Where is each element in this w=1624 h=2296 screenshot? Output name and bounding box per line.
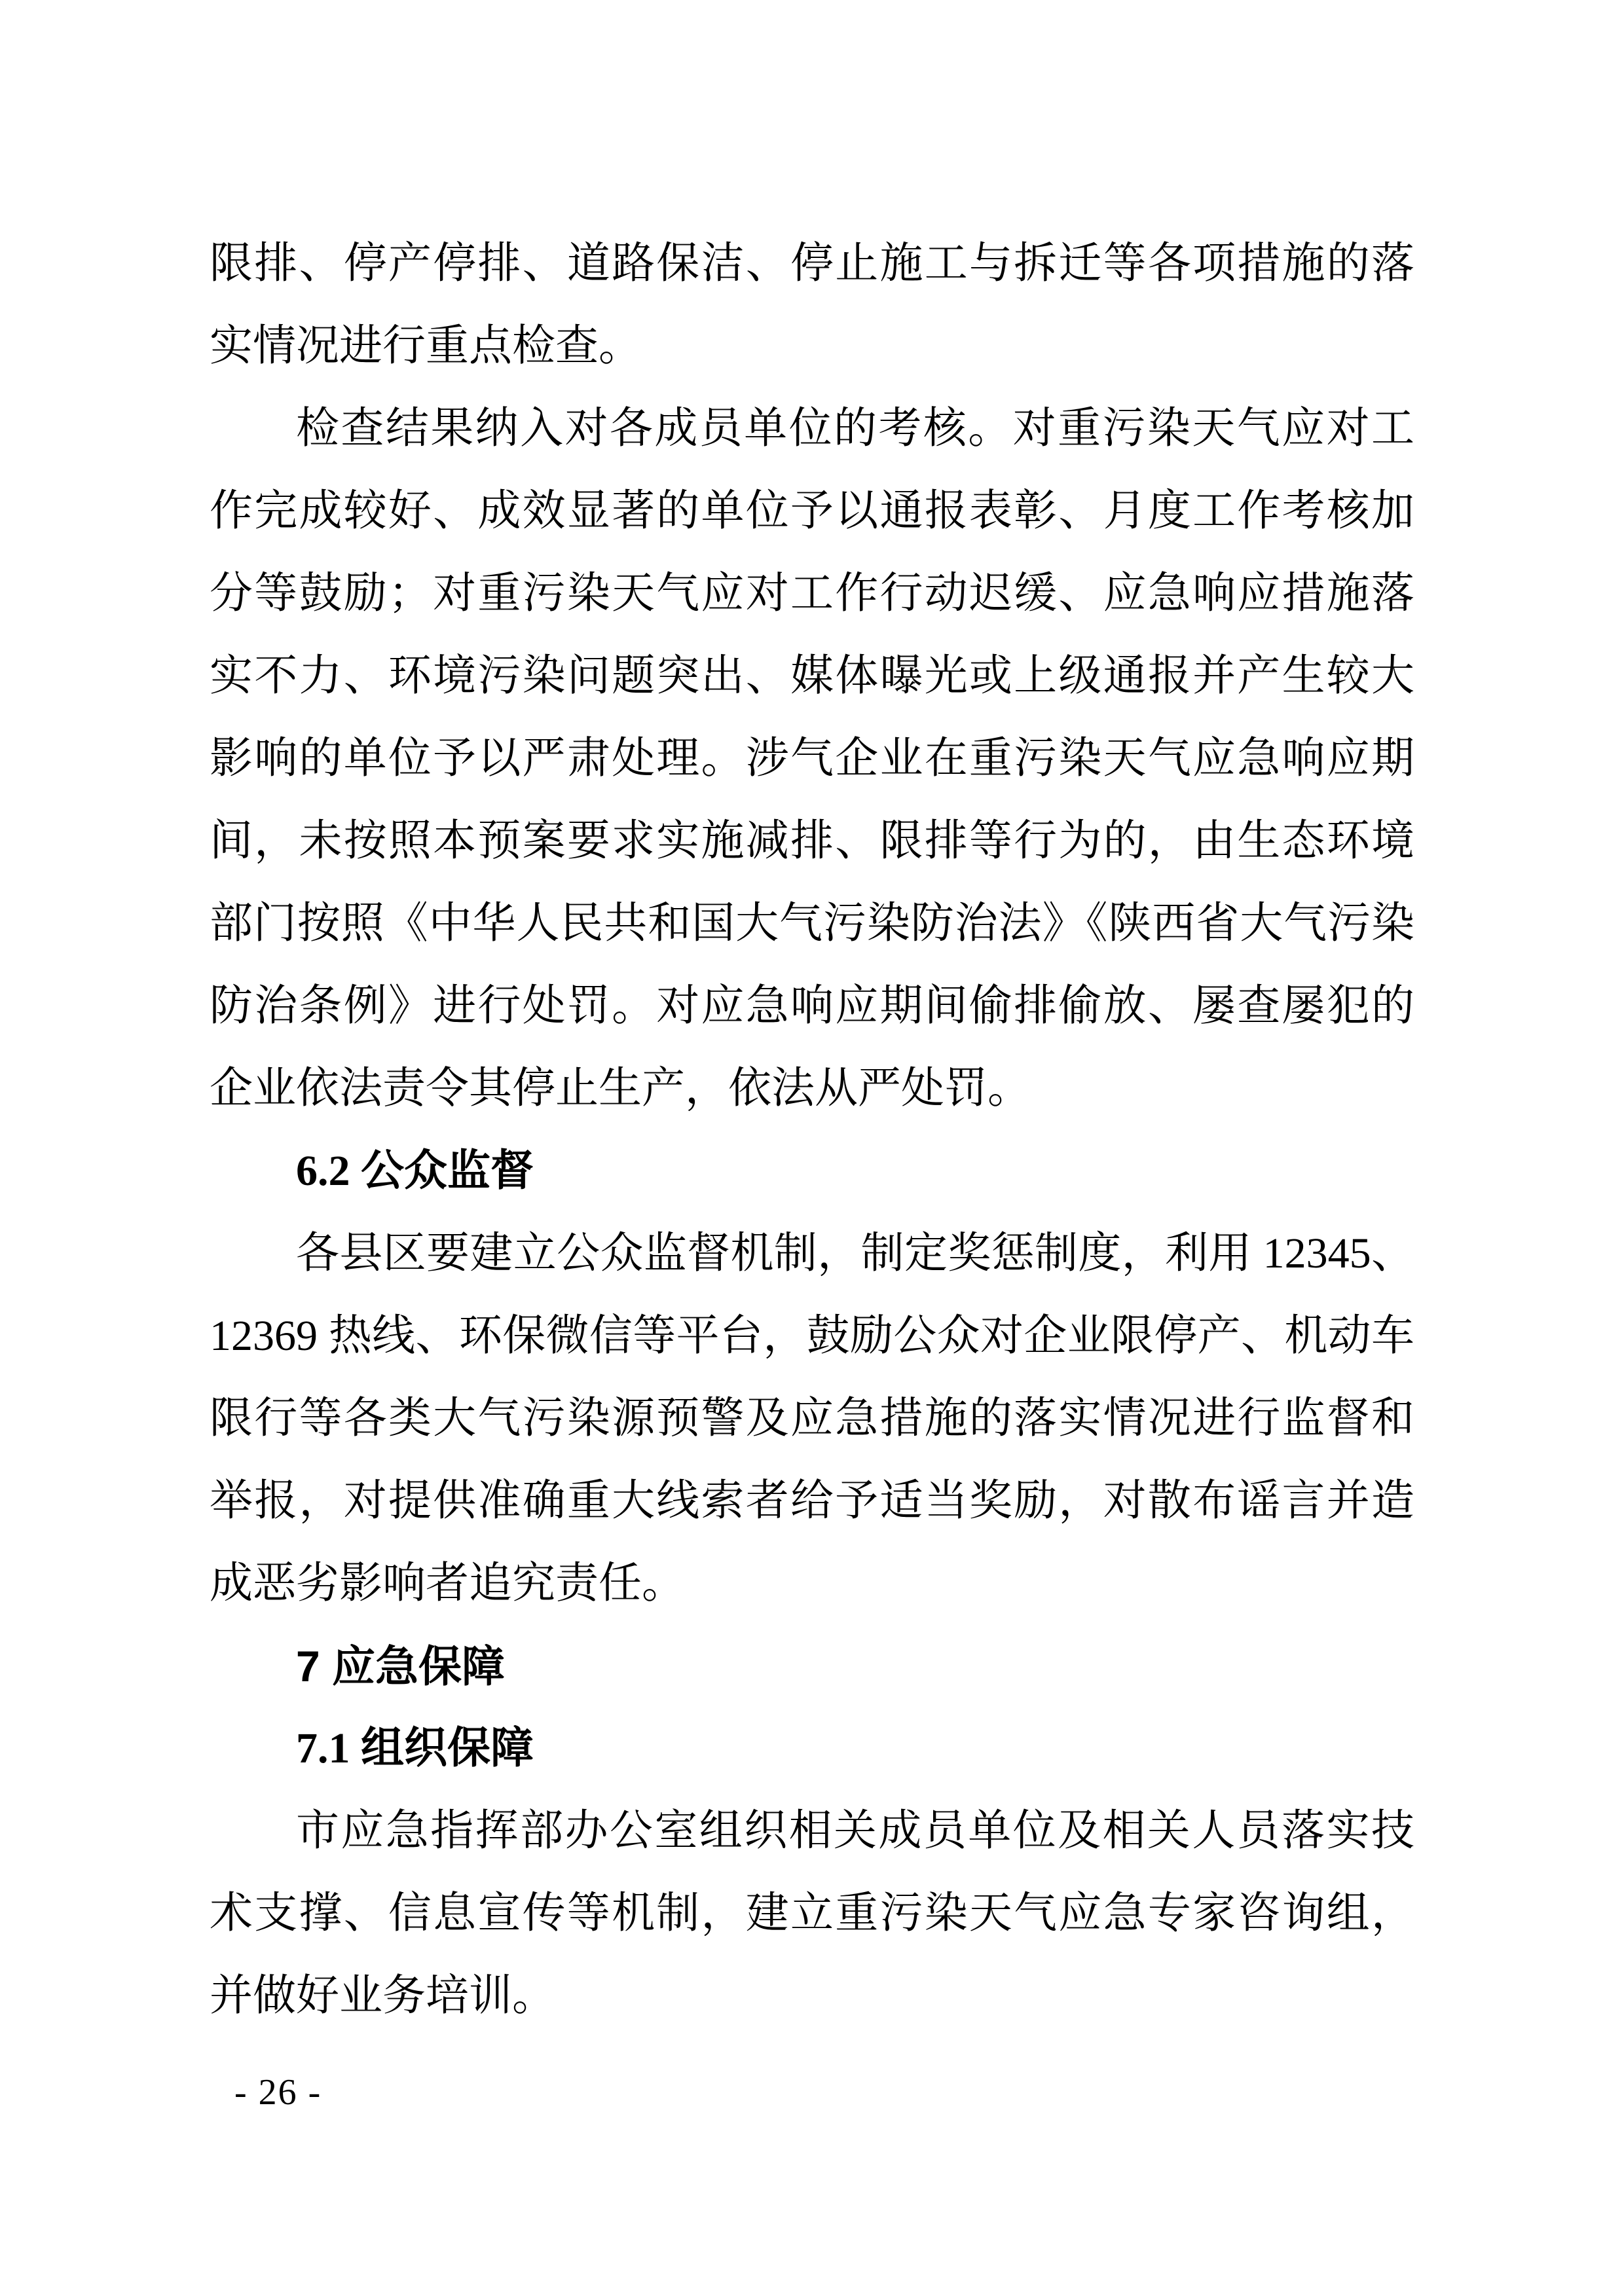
section-heading-7-emergency-support: 7 应急保障 [296, 1642, 506, 1690]
paragraph-assessment-and-punishment: 检查结果纳入对各成员单位的考核。对重污染天气应对工作完成较好、成效显著的单位予以通报表彰、月度工作考核加分等鼓励；对重污染天气应对工作行动迟缓、应急响应措施落实不力、环境污染问题突出、媒体曝光或上级通报并产生较大影响的单位予以严肃处理。涉气企业在重污染天气应急响应期间，未按照本预案要求实施减排、限排等行为的，由生态环境部门按照《中华人民共和国大气污染防治法》《陕西省大气污染防治条例》进行处罚。对应急响应期间偷排偷放、屡查屡犯的企业依法责令其停止生产，依法从严处罚。 [210, 405, 1414, 1112]
paragraph-organizational-support-detail: 市应急指挥部办公室组织相关成员单位及相关人员落实技术支撑、信息宣传等机制，建立重污染天气应急专家咨询组，并做好业务培训。 [210, 1807, 1414, 2020]
paragraph-inspection-continuation: 限排、停产停排、道路保洁、停止施工与拆迁等各项措施的落实情况进行重点检查。 [210, 240, 1414, 370]
section-heading-7-1-organizational-support: 7.1 组织保障 [296, 1724, 534, 1772]
paragraph-public-supervision-mechanism: 各县区要建立公众监督机制，制定奖惩制度，利用 12345、12369 热线、环保微信等平台，鼓励公众对企业限停产、机动车限行等各类大气污染源预警及应急措施的落实情况进行监督和举报，对提供准确重大线索者给予适当奖励，对散布谣言并造成恶劣影响者追究责任。 [210, 1230, 1414, 1607]
page-number: - 26 - [234, 2072, 322, 2113]
section-heading-6-2-public-supervision: 6.2 公众监督 [296, 1147, 534, 1195]
document-body [210, 223, 1414, 2037]
